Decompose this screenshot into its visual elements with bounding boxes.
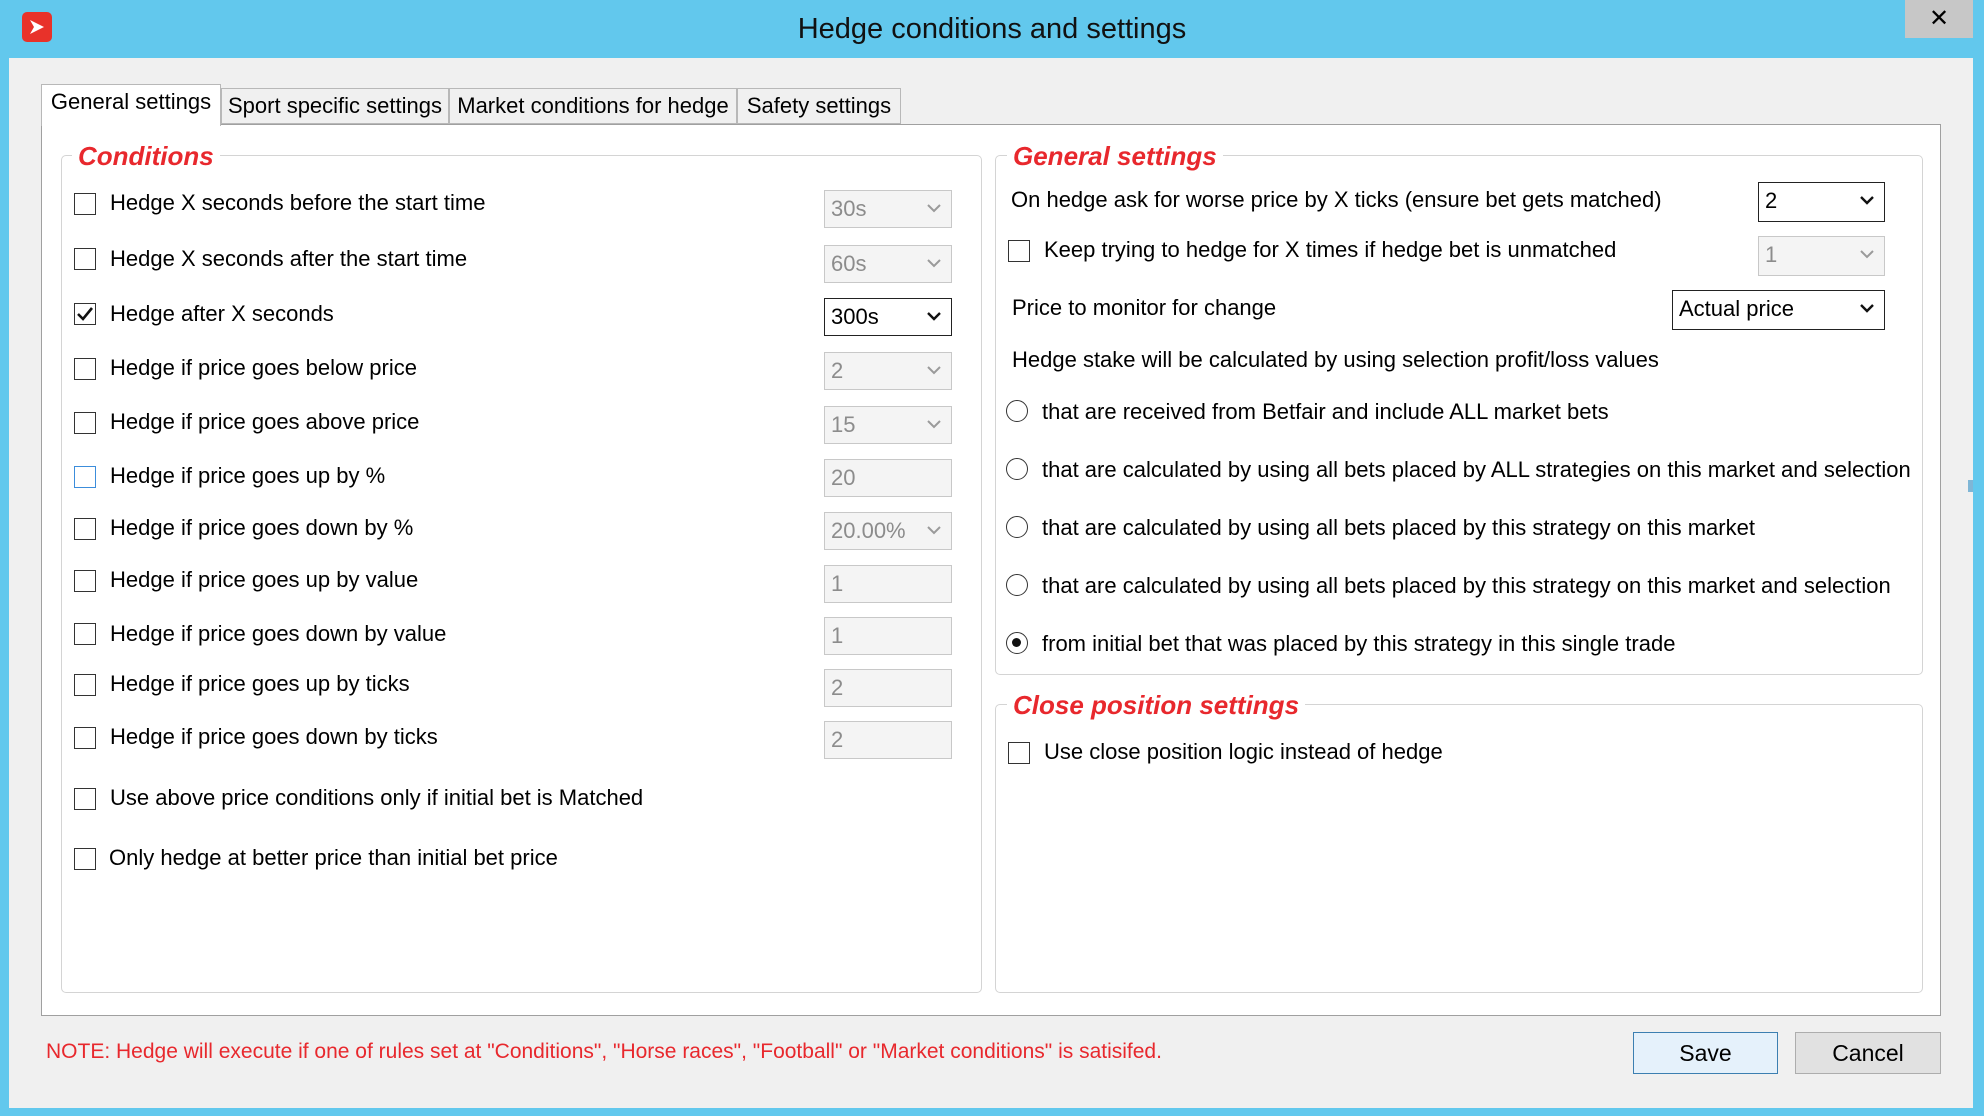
hedge-before-start-combo[interactable] — [824, 190, 952, 228]
chevron-down-icon — [1858, 299, 1876, 317]
hedge-below-price-combo[interactable] — [824, 352, 952, 390]
hedge-after-x-seconds-label: Hedge after X seconds — [110, 301, 334, 326]
hedge-up-value-label: Hedge if price goes up by value — [110, 567, 419, 592]
chevron-down-icon — [925, 254, 943, 272]
hedge-down-value-input[interactable]: 1 — [824, 617, 952, 655]
footer-note: NOTE: Hedge will execute if one of rules set at "Conditions", "Horse races", "Football" or "Market conditions" is satisifed. — [46, 1040, 1162, 1063]
price-monitor-combo[interactable] — [1672, 290, 1885, 330]
combo-value: Actual price — [1679, 296, 1794, 321]
keep-trying-label: Keep trying to hedge for X times if hedge bet is unmatched — [1044, 237, 1617, 262]
stake-option-strategy-market-label: that are calculated by using all bets placed by this strategy on this market — [1042, 515, 1755, 540]
better-price-checkbox[interactable] — [74, 848, 96, 870]
tab-general-settings[interactable] — [41, 84, 221, 126]
combo-value: 20.00% — [831, 518, 906, 543]
hedge-after-start-combo[interactable] — [824, 245, 952, 283]
cancel-button[interactable]: Cancel — [1795, 1032, 1941, 1074]
combo-value: 2 — [831, 358, 844, 383]
hedge-down-ticks-label: Hedge if price goes down by ticks — [110, 724, 438, 749]
hedge-down-value-label: Hedge if price goes down by value — [110, 621, 447, 646]
combo-value: 15 — [831, 412, 856, 437]
stake-option-strategy-selection-label: that are calculated by using all bets placed by this strategy on this market and selection — [1042, 573, 1891, 598]
hedge-up-ticks-input[interactable]: 2 — [824, 669, 952, 707]
chevron-down-icon — [1858, 191, 1876, 209]
tab-label: Sport specific settings — [228, 93, 442, 118]
better-price-label: Only hedge at better price than initial bet price — [109, 845, 558, 870]
hedge-above-price-checkbox[interactable] — [74, 412, 96, 434]
price-monitor-label: Price to monitor for change — [1012, 295, 1277, 320]
matched-only-checkbox[interactable] — [74, 788, 96, 810]
matched-only-label: Use above price conditions only if initial bet is Matched — [110, 785, 644, 810]
close-icon: ✕ — [1928, 5, 1950, 32]
combo-value: 2 — [1765, 188, 1778, 213]
checkmark-icon — [75, 304, 95, 324]
close-button[interactable] — [1905, 0, 1973, 38]
chevron-down-icon — [925, 199, 943, 217]
tab-label: General settings — [50, 89, 212, 114]
hedge-down-percent-label: Hedge if price goes down by % — [110, 515, 414, 540]
hedge-after-start-label: Hedge X seconds after the start time — [110, 246, 468, 271]
stake-option-initial-bet-label: from initial bet that was placed by this strategy in this single trade — [1042, 631, 1676, 656]
hedge-down-ticks-checkbox[interactable] — [74, 727, 96, 749]
window-edge — [1950, 58, 1973, 1108]
stake-option-all-strategies-radio[interactable] — [1006, 458, 1028, 480]
chevron-down-icon — [925, 415, 943, 433]
hedge-down-percent-checkbox[interactable] — [74, 518, 96, 540]
hedge-up-ticks-checkbox[interactable] — [74, 674, 96, 696]
combo-value: 30s — [831, 196, 867, 221]
hedge-after-x-seconds-combo[interactable] — [824, 298, 952, 336]
hedge-down-ticks-input[interactable]: 2 — [824, 721, 952, 759]
stake-option-initial-bet-radio[interactable] — [1006, 632, 1028, 654]
tab-sport-specific-settings[interactable] — [221, 88, 449, 124]
stake-option-all-strategies-label: that are calculated by using all bets placed by ALL strategies on this market and selection — [1042, 457, 1911, 482]
keep-trying-checkbox[interactable] — [1008, 240, 1030, 262]
hedge-after-start-checkbox[interactable] — [74, 248, 96, 270]
worse-price-label: On hedge ask for worse price by X ticks (ensure bet gets matched) — [1011, 187, 1662, 212]
combo-value: 1 — [1765, 242, 1778, 267]
hedge-above-price-label: Hedge if price goes above price — [110, 409, 420, 434]
worse-price-combo[interactable] — [1758, 182, 1885, 222]
stake-option-strategy-selection-radio[interactable] — [1006, 574, 1028, 596]
tab-label: Safety settings — [746, 93, 892, 118]
save-button[interactable]: Save — [1633, 1032, 1778, 1074]
hedge-down-percent-combo[interactable] — [824, 512, 952, 550]
keep-trying-combo[interactable] — [1758, 236, 1885, 276]
window-title: Hedge conditions and settings — [797, 13, 1187, 45]
general-settings-title: General settings — [1007, 141, 1223, 171]
hedge-after-x-seconds-checkbox[interactable] — [74, 303, 96, 325]
chevron-down-icon — [925, 521, 943, 539]
hedge-up-ticks-label: Hedge if price goes up by ticks — [110, 671, 410, 696]
hedge-up-value-input[interactable]: 1 — [824, 565, 952, 603]
stake-option-betfair-label: that are received from Betfair and include ALL market bets — [1042, 399, 1609, 424]
hedge-up-percent-input[interactable]: 20 — [824, 459, 952, 497]
window-frame-left — [0, 58, 9, 1116]
stake-calc-label: Hedge stake will be calculated by using selection profit/loss values — [1012, 347, 1659, 372]
chevron-down-icon — [925, 307, 943, 325]
use-close-position-label: Use close position logic instead of hedge — [1044, 739, 1443, 764]
window-frame-bottom — [0, 1108, 1984, 1116]
hedge-before-start-checkbox[interactable] — [74, 193, 96, 215]
hedge-below-price-label: Hedge if price goes below price — [110, 355, 417, 380]
chevron-down-icon — [1858, 245, 1876, 263]
close-position-title: Close position settings — [1007, 690, 1305, 720]
combo-value: 300s — [831, 304, 879, 329]
radio-selected-dot — [1012, 638, 1021, 647]
hedge-up-percent-label: Hedge if price goes up by % — [110, 463, 386, 488]
hedge-down-value-checkbox[interactable] — [74, 623, 96, 645]
stake-option-betfair-radio[interactable] — [1006, 400, 1028, 422]
tab-label: Market conditions for hedge — [457, 93, 729, 118]
tab-safety-settings[interactable] — [737, 88, 901, 124]
hedge-below-price-checkbox[interactable] — [74, 358, 96, 380]
tab-market-conditions[interactable] — [449, 88, 737, 124]
title-bar[interactable] — [0, 0, 1984, 58]
hedge-before-start-label: Hedge X seconds before the start time — [110, 190, 486, 215]
resize-grip[interactable] — [1968, 480, 1973, 492]
use-close-position-checkbox[interactable] — [1008, 742, 1030, 764]
hedge-up-percent-checkbox[interactable] — [74, 466, 96, 488]
hedge-above-price-combo[interactable] — [824, 406, 952, 444]
chevron-down-icon — [925, 361, 943, 379]
conditions-title: Conditions — [72, 141, 220, 171]
combo-value: 60s — [831, 251, 867, 276]
hedge-up-value-checkbox[interactable] — [74, 570, 96, 592]
window-frame-right — [1973, 0, 1984, 1116]
stake-option-strategy-market-radio[interactable] — [1006, 516, 1028, 538]
